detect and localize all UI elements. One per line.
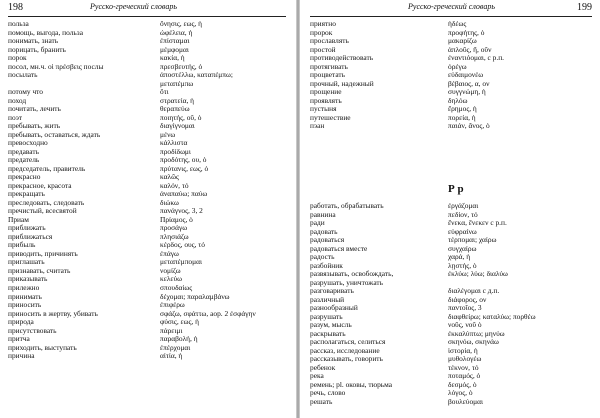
entry-russian: равнина	[310, 209, 336, 219]
entry-russian: посол, мн.ч. οἱ πρέσβεις послы	[8, 61, 104, 71]
entry-russian: приятно	[310, 19, 336, 28]
entry-russian: пребывать, жить	[8, 121, 61, 131]
entry-russian: разбойник	[310, 260, 343, 270]
right-page	[300, 0, 600, 418]
entry-russian: Приам	[8, 214, 29, 224]
entry-russian: приближать	[8, 223, 46, 233]
entry-russian: принимать	[8, 291, 42, 301]
entry-greek: πεδίον, τό	[448, 209, 478, 219]
dictionary-entry	[310, 122, 596, 131]
entry-greek: φύσις, εως, ἡ	[160, 317, 199, 327]
entry-greek: νοῦς, νοῦ ὁ	[448, 320, 482, 330]
entry-russian: приносить	[8, 300, 42, 310]
entry-greek: βουλεύομαι	[448, 396, 483, 406]
entry-greek: εὐφραίνω	[448, 226, 477, 236]
entry-russian: ребенок	[310, 362, 336, 372]
entry-greek: αἰτία, ἡ	[160, 351, 183, 361]
entry-greek: σκηνόω, σκηνάω	[448, 337, 499, 347]
right-header-rule	[310, 16, 592, 17]
entry-greek: δέχομαι; παραλαμβάνω	[160, 291, 230, 301]
right-section-block	[310, 176, 596, 406]
left-entry-list	[8, 20, 288, 361]
entry-greek: μέμφομαι	[160, 44, 189, 54]
dictionary-entry	[8, 310, 288, 319]
dictionary-entry	[8, 233, 288, 242]
entry-russian: ради	[310, 218, 325, 228]
entry-greek: ἁπλοῦς, ῆ, οῦν	[448, 44, 492, 54]
entry-russian: процветать	[310, 70, 346, 80]
entry-russian: приходить, выступать	[8, 342, 77, 352]
entry-greek: πορεία, ἡ	[448, 112, 476, 122]
entry-greek: διαγίγνομαι	[160, 121, 195, 131]
entry-greek: διώκω	[160, 197, 179, 207]
dictionary-entry	[8, 267, 288, 276]
entry-greek: πανάγνος, 3, 2	[160, 206, 203, 216]
entry-greek: σφάζω, σφάττω, аор. 2 ἐσφάγην	[160, 308, 256, 318]
left-header-rule	[8, 16, 286, 17]
entry-greek: χαρά, ἡ	[448, 252, 471, 262]
entry-greek: θεραπεύω	[160, 104, 190, 114]
entry-russian: развязывать, освобождать,	[310, 269, 394, 279]
entry-russian: простой	[310, 44, 336, 54]
entry-greek: διάφορος, ον	[448, 294, 487, 304]
right-entry-list-bottom	[310, 202, 596, 406]
entry-greek: βέβαιος, α, ον	[448, 78, 490, 88]
entry-russian: радоваться вместе	[310, 243, 368, 253]
entry-greek: πρύτανις, εως, ὁ	[160, 163, 209, 173]
entry-russian: противодействовать	[310, 53, 374, 63]
entry-russian: признавать, считать	[8, 265, 71, 275]
entry-russian: приносить в жертву, убивать	[8, 308, 98, 318]
dictionary-entry	[8, 105, 288, 114]
dictionary-entry	[8, 139, 288, 148]
entry-russian: работать, обрабатывать	[310, 201, 384, 210]
section-letter-heading: Р р	[448, 183, 464, 195]
entry-greek: συγγνώμη, ἡ	[448, 87, 486, 97]
entry-greek: κάλλιστα	[160, 138, 188, 148]
dictionary-entry	[8, 46, 288, 55]
entry-russian: поэт	[8, 112, 23, 122]
entry-greek: προσάγω	[160, 223, 188, 233]
entry-greek: ποταμός, ὁ	[448, 371, 481, 381]
dictionary-entry	[8, 250, 288, 259]
entry-greek: τέρπομαι; χαίρω	[448, 235, 497, 245]
entry-greek: ἕνεκα, ἕνεκεν с р.п.	[448, 218, 507, 228]
entry-russian: разрушать, уничтожать	[310, 277, 384, 287]
dictionary-entry	[8, 207, 288, 216]
entry-russian: радовать	[310, 226, 338, 236]
dictionary-entry	[8, 148, 288, 157]
entry-greek: προφήτης, ὁ	[448, 27, 485, 37]
entry-greek: προδότης, ου, ὁ	[160, 155, 207, 165]
entry-russian: река	[310, 371, 324, 381]
entry-greek: προδίδωμι	[160, 146, 191, 156]
entry-russian: рассказ, исследование	[310, 345, 380, 355]
entry-russian: посылать	[8, 70, 38, 80]
entry-greek: μακαρίζω	[448, 36, 477, 46]
entry-russian: поход	[8, 95, 27, 105]
entry-russian: приказывать	[8, 274, 48, 284]
entry-russian: различный	[310, 294, 345, 304]
dictionary-entry	[8, 352, 288, 361]
entry-greek: Πρίαμος, ὁ	[160, 214, 193, 224]
entry-russian: порок	[8, 53, 27, 63]
entry-greek: τέκνον, τό	[448, 362, 479, 372]
entry-russian: преследовать, следовать	[8, 197, 85, 207]
dictionary-entry	[8, 327, 288, 336]
entry-greek: πρεσβευτής, ὁ	[160, 61, 203, 71]
entry-greek: ἐπάγω	[160, 248, 179, 258]
entry-russian: предавать	[8, 146, 39, 156]
entry-russian: раскрывать	[310, 328, 346, 338]
entry-greek: ποιητής, οῦ, ὁ	[160, 112, 202, 122]
entry-russian: проявлять	[310, 95, 342, 105]
entry-russian: порицать, бранить	[8, 44, 66, 54]
right-page-number: 199	[577, 2, 592, 13]
entry-greek: ἀναπαύω; παύω	[160, 189, 208, 199]
entry-russian: превосходно	[8, 138, 48, 148]
entry-greek: συγχαίρω	[448, 243, 477, 253]
entry-russian: прощение	[310, 87, 342, 97]
right-running-title: Русско-греческий словарь	[408, 2, 495, 11]
entry-greek: παραβολή, ἡ	[160, 334, 198, 344]
dictionary-entry	[8, 344, 288, 353]
entry-greek: ἀποστέλλω, καταπέμπω;	[160, 70, 233, 80]
dictionary-entry	[8, 131, 288, 140]
entry-greek: μεταπέμπομαι	[160, 257, 202, 267]
entry-greek: ἐπιφέρω	[160, 300, 185, 310]
entry-russian: радость	[310, 252, 335, 262]
entry-greek: καλῶς	[160, 172, 179, 182]
entry-greek: ἐργάζομαι	[448, 201, 479, 210]
left-page-number: 198	[8, 2, 23, 13]
entry-russian: предатель	[8, 155, 40, 165]
entry-greek: διαλέγομαι с д.п.	[448, 286, 500, 296]
entry-greek: ἐπίσταμαι	[160, 36, 190, 46]
entry-greek: κακία, ἡ	[160, 53, 185, 63]
entry-russian: причина	[8, 351, 35, 361]
entry-russian: ремень; pl. оковы, тюрьма	[310, 379, 393, 389]
entry-greek: διαφθείρω; καταλύω; πορθέω	[448, 311, 536, 321]
entry-greek: μυθολογέω	[448, 354, 482, 364]
left-page-header	[8, 2, 286, 16]
entry-greek: πλησιάζω	[160, 231, 189, 241]
dictionary-entry	[8, 80, 288, 89]
left-running-title: Русско-греческий словарь	[90, 2, 177, 11]
entry-russian: прославлять	[310, 36, 349, 46]
entry-russian: помощь, выгода, польза	[8, 27, 83, 37]
entry-greek: ἔρημος, ἡ	[448, 104, 477, 114]
dictionary-entry	[8, 63, 288, 72]
dictionary-entry	[8, 275, 288, 284]
dictionary-entry	[8, 88, 288, 97]
entry-greek: σπουδαίως	[160, 282, 193, 292]
entry-russian: разговаривать	[310, 286, 354, 296]
entry-greek: κέρδος, ους, τό	[160, 240, 205, 250]
entry-russian: пэан	[310, 121, 325, 131]
entry-greek: στρατεία, ἡ	[160, 95, 195, 105]
entry-greek: καλόν, τό	[160, 180, 189, 190]
entry-russian: рассказывать, говорить	[310, 354, 383, 364]
entry-greek: λῃστής, ὁ	[448, 260, 477, 270]
entry-greek: ὠφέλεια, ἡ	[160, 27, 193, 37]
entry-russian: путешествие	[310, 112, 351, 122]
dictionary-entry	[8, 182, 288, 191]
dictionary-entry	[8, 293, 288, 302]
entry-russian: разум, мысль	[310, 320, 352, 330]
entry-russian: потому что	[8, 87, 44, 97]
entry-russian: прилежно	[8, 282, 40, 292]
entry-russian: польза	[8, 19, 29, 28]
entry-russian: приближаться	[8, 231, 53, 241]
entry-russian: природа	[8, 317, 34, 327]
entry-russian: почитать, лечить	[8, 104, 61, 114]
entry-russian: располагаться, селиться	[310, 337, 386, 347]
entry-russian: притча	[8, 334, 30, 344]
entry-russian: разнообразный	[310, 303, 358, 313]
entry-russian: прекрасно	[8, 172, 41, 182]
dictionary-entry	[8, 165, 288, 174]
dictionary-entry	[8, 284, 288, 293]
entry-russian: прекрасное, красота	[8, 180, 72, 190]
entry-russian: прибыль	[8, 240, 36, 250]
entry-russian: председатель, правитель	[8, 163, 86, 173]
right-entry-list-top	[310, 20, 596, 131]
entry-greek: λόγος, ὁ	[448, 388, 473, 398]
entry-greek: μεταπέμπω	[160, 78, 194, 88]
entry-russian: приглашать	[8, 257, 45, 267]
entry-greek: δεσμός, ὁ	[448, 379, 477, 389]
entry-russian: приводить, причинять	[8, 248, 78, 258]
dictionary-entry	[310, 398, 596, 407]
entry-russian: речь, слово	[310, 388, 346, 398]
entry-greek: κελεύω	[160, 274, 183, 284]
entry-russian: прочный, надежный	[310, 78, 374, 88]
entry-greek: εὐδαιμονέω	[448, 70, 484, 80]
entry-russian: пречистый, всесвятой	[8, 206, 77, 216]
entry-greek: νομίζω	[160, 265, 181, 275]
entry-russian: прекращать	[8, 189, 45, 199]
dictionary-entry	[8, 216, 288, 225]
entry-russian: радоваться	[310, 235, 345, 245]
entry-russian: пребывать, оставаться, ждать	[8, 129, 101, 139]
entry-greek: δηλόω	[448, 95, 468, 105]
entry-greek: παιάν, ᾶνος, ὁ	[448, 121, 490, 131]
entry-greek: ὀρέγω	[448, 61, 467, 71]
entry-russian: пророк	[310, 27, 333, 37]
entry-russian: протягивать	[310, 61, 348, 71]
entry-greek: ἐκκαλύπτω; μηνύω	[448, 328, 505, 338]
entry-russian: решать	[310, 396, 333, 406]
entry-greek: παντοῖος, 3	[448, 303, 482, 313]
entry-russian: присутствовать	[8, 325, 57, 335]
dictionary-entry	[8, 71, 288, 80]
entry-greek: ἐπέρχομαι	[160, 342, 191, 352]
entry-greek: ἐναντιόομαι, с р.п.	[448, 53, 504, 63]
entry-greek: ὅτι	[160, 87, 169, 97]
entry-greek: ἐκλύω; λύω; διαλύω	[448, 269, 508, 279]
entry-greek: μένω	[160, 129, 176, 139]
right-page-header	[310, 2, 592, 16]
entry-russian: разрушать	[310, 311, 343, 321]
entry-russian: понимать, знать	[8, 36, 59, 46]
entry-greek: πάρειμι	[160, 325, 183, 335]
entry-greek: ἱστορία, ἡ	[448, 345, 478, 355]
entry-greek: ἡδέως	[448, 19, 467, 28]
left-page	[0, 0, 296, 418]
entry-greek: ὄνησις, εως, ἡ	[160, 19, 202, 28]
entry-russian: пустыня	[310, 104, 337, 114]
